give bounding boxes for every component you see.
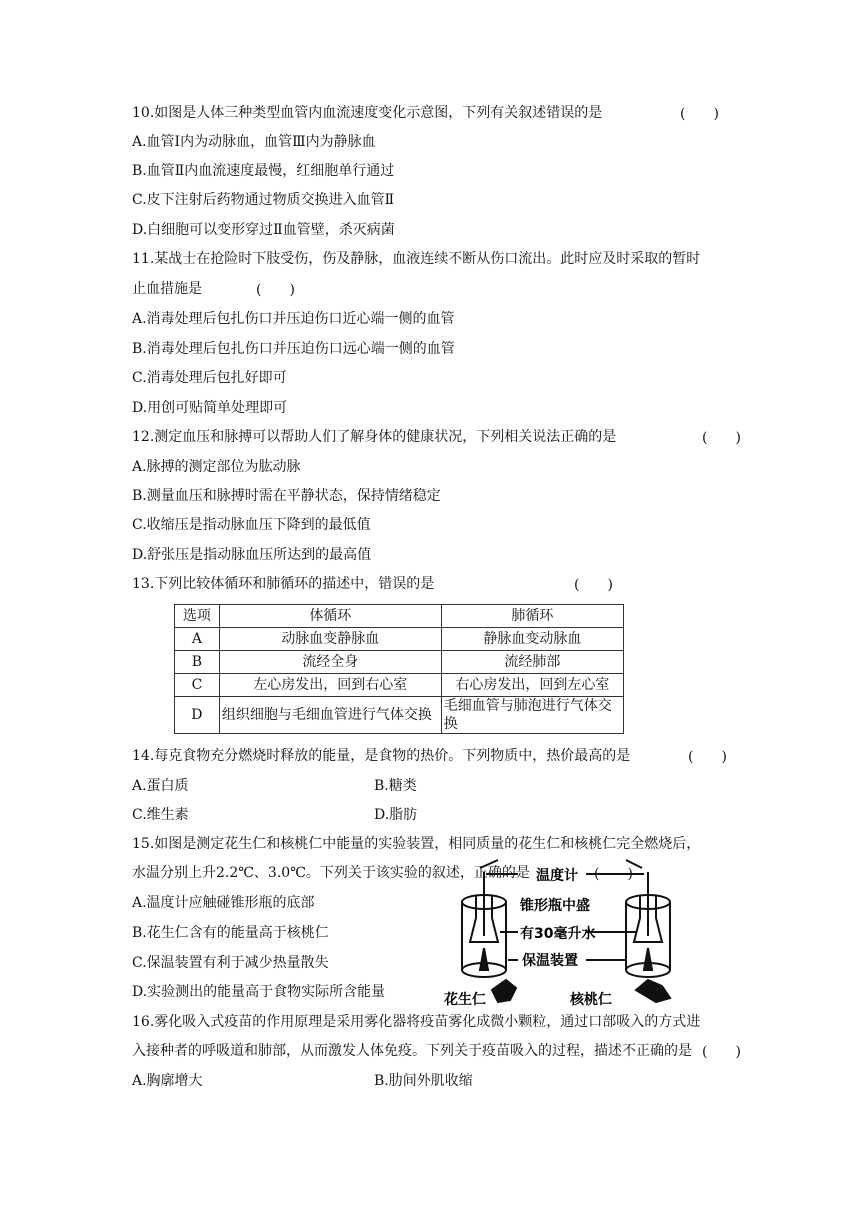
calorimeter-diagram [440, 858, 692, 1008]
q11-stem: 11.某战士在抢险时下肢受伤，伤及静脉，血液连续不断从伤口流出。此时应及时采取的暂时 [132, 251, 701, 267]
q14-option-b: B.糖类 [374, 778, 417, 794]
q15-answer-paren: ( ) [594, 866, 633, 882]
table-header-cell: 选项 [175, 605, 220, 628]
table-cell: 流经全身 [219, 651, 441, 674]
table-row [175, 697, 624, 734]
q10-option-a: A.血管Ⅰ内为动脉血，血管Ⅲ内为静脉血 [132, 134, 376, 150]
q13-stem: 13.下列比较体循环和肺循环的描述中，错误的是 [132, 576, 435, 592]
table-cell: A [175, 628, 220, 651]
q12-option-d: D.舒张压是指动脉血压所达到的最高值 [132, 547, 372, 563]
q15-option-c: C.保温装置有利于减少热量散失 [132, 955, 329, 971]
q14-stem: 14.每克食物充分燃烧时释放的能量，是食物的热价。下列物质中，热价最高的是 [132, 748, 631, 764]
q14-answer-paren: ( ) [688, 749, 727, 765]
insulation-label: 保温装置 [522, 953, 578, 969]
q15-option-a: A.温度计应触碰锥形瓶的底部 [132, 895, 315, 911]
q12-stem: 12.测定血压和脉搏可以帮助人们了解身体的健康状况，下列相关说法正确的是 [132, 429, 617, 445]
q16-stem: 16.雾化吸入式疫苗的作用原理是采用雾化器将疫苗雾化成微小颗粒，通过口部吸入的方式进 [132, 1014, 701, 1030]
thermometer-label: 温度计 [536, 868, 578, 884]
table-cell: 组织细胞与毛细血管进行气体交换 [219, 697, 441, 734]
q13-comparison-table [174, 604, 624, 734]
table-cell: D [175, 697, 220, 734]
q10-stem: 10.如图是人体三种类型血管内血流速度变化示意图，下列有关叙述错误的是 [132, 105, 603, 121]
table-cell: 流经肺部 [441, 651, 623, 674]
q12-option-b: B.测量血压和脉搏时需在平静状态，保持情绪稳定 [132, 488, 441, 504]
q16-option-a: A.胸廓增大 [132, 1073, 203, 1089]
walnut-label: 核桃仁 [570, 992, 612, 1008]
q14-option-d: D.脂肪 [374, 807, 418, 823]
table-cell: 毛细血管与肺泡进行气体交换 [441, 697, 623, 734]
table-cell: 右心房发出，回到左心室 [441, 674, 623, 697]
q10-option-b: B.血管Ⅱ内血流速度最慢，红细胞单行通过 [132, 163, 395, 179]
q12-answer-paren: ( ) [702, 430, 741, 446]
q12-option-c: C.收缩压是指动脉血压下降到的最低值 [132, 517, 371, 533]
q11-option-c: C.消毒处理后包扎好即可 [132, 370, 287, 386]
q10-option-c: C.皮下注射后药物通过物质交换进入血管Ⅱ [132, 192, 395, 208]
q16-option-b: B.肋间外肌收缩 [374, 1073, 473, 1089]
q15-stem-continued: 水温分别上升2.2℃、3.0℃。下列关于该实验的叙述，正确的是 [132, 865, 530, 881]
table-header-cell: 体循环 [219, 605, 441, 628]
q10-option-d: D.白细胞可以变形穿过Ⅱ血管壁，杀灭病菌 [132, 222, 395, 238]
q15-option-d: D.实验测出的能量高于食物实际所含能量 [132, 984, 386, 1000]
q11-stem-continued: 止血措施是 [132, 281, 202, 297]
table-row [175, 628, 624, 651]
table-cell: 左心房发出，回到右心室 [219, 674, 441, 697]
q12-option-a: A.脉搏的测定部位为肱动脉 [132, 459, 301, 475]
table-cell: 静脉血变动脉血 [441, 628, 623, 651]
q14-option-a: A.蛋白质 [132, 778, 189, 794]
q15-stem: 15.如图是测定花生仁和核桃仁中能量的实验装置，相同质量的花生仁和核桃仁完全燃烧后， [132, 836, 701, 852]
q10-answer-paren: ( ) [680, 106, 719, 122]
table-header-row [175, 605, 624, 628]
q11-option-b: B.消毒处理后包扎伤口并压迫伤口远心端一侧的血管 [132, 341, 455, 357]
flask-label-line2: 有30毫升水 [520, 926, 596, 942]
q14-option-c: C.维生素 [132, 807, 189, 823]
table-header-cell: 肺循环 [441, 605, 623, 628]
q11-option-a: A.消毒处理后包扎伤口并压迫伤口近心端一侧的血管 [132, 311, 455, 327]
flask-label-line1: 锥形瓶中盛 [520, 898, 590, 914]
q11-answer-paren: ( ) [256, 282, 295, 298]
q15-experiment-figure [440, 858, 692, 1008]
q15-option-b: B.花生仁含有的能量高于核桃仁 [132, 925, 329, 941]
table-row [175, 651, 624, 674]
peanut-label: 花生仁 [444, 992, 486, 1008]
q16-answer-paren: ( ) [702, 1044, 741, 1060]
q16-stem-continued: 入接种者的呼吸道和肺部，从而激发人体免疫。下列关于疫苗吸入的过程，描述不正确的是 [132, 1043, 692, 1059]
table-cell: B [175, 651, 220, 674]
q13-answer-paren: ( ) [574, 577, 613, 593]
table-cell: 动脉血变静脉血 [219, 628, 441, 651]
table-cell: C [175, 674, 220, 697]
q11-option-d: D.用创可贴简单处理即可 [132, 400, 288, 416]
table-row [175, 674, 624, 697]
